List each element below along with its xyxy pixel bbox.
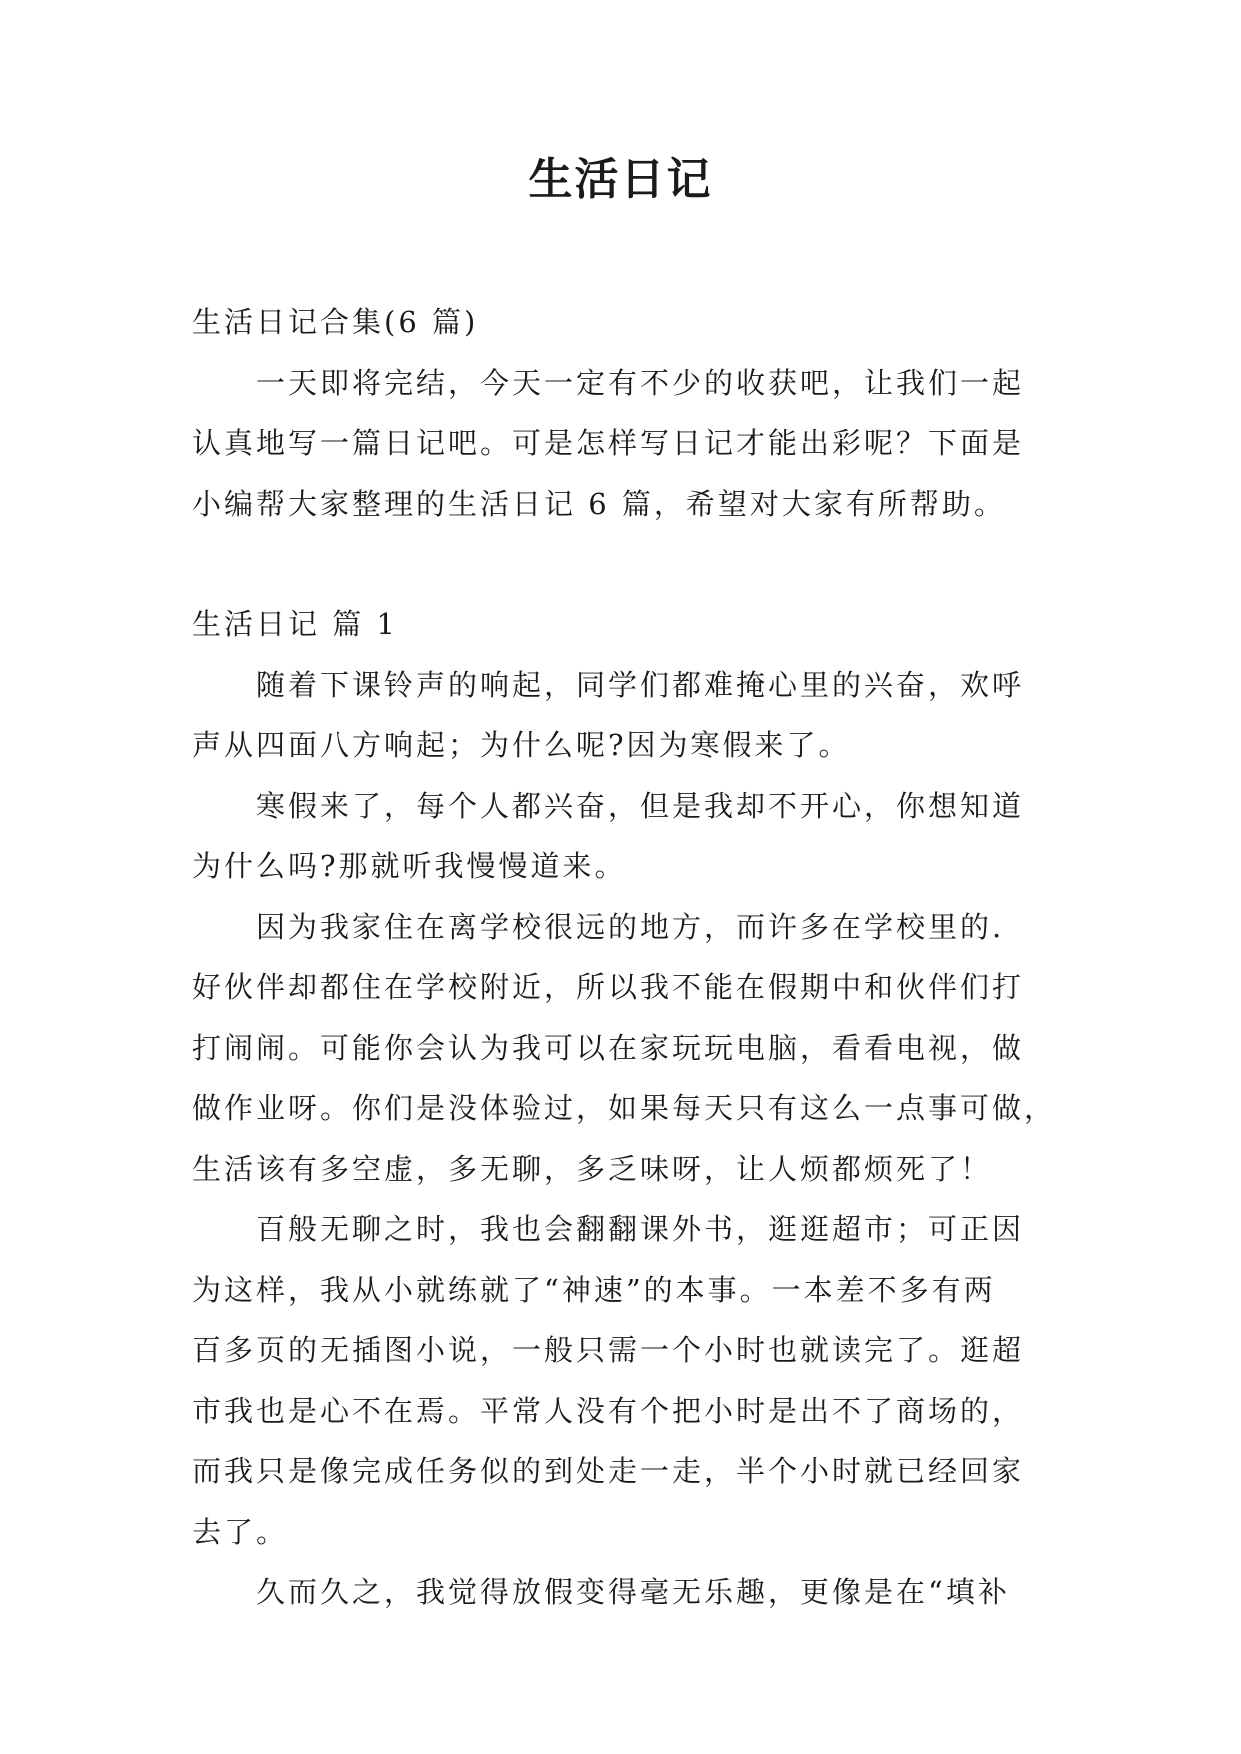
entry-paragraph: [192, 1199, 1052, 1562]
paragraph-line: 百般无聊之时，我也会翻翻课外书，逛逛超市；可正因: [256, 1212, 1025, 1246]
section-gap: [192, 534, 1052, 594]
intro-line: 认真地写一篇日记吧。可是怎样写日记才能出彩呢？下面是: [192, 426, 1025, 460]
entry-paragraph: [192, 897, 1057, 1200]
entry-paragraph: [192, 1562, 1052, 1623]
paragraph-line: 声从四面八方响起；为什么呢?因为寒假来了。: [192, 728, 851, 762]
paragraph-line: 因为我家住在离学校很远的地方，而许多在学校里的.: [256, 909, 1005, 944]
intro-line: 一天即将完结，今天一定有不少的收获吧，让我们一起: [256, 365, 1025, 400]
collection-heading: 生活日记合集(6 篇): [192, 305, 479, 339]
paragraph-line: 而我只是像完成任务似的到处走一走，半个小时就已经回家: [192, 1454, 1025, 1488]
paragraph-line: 为什么吗?那就听我慢慢道来。: [192, 849, 627, 883]
document-title: 生活日记: [528, 154, 713, 205]
paragraph-line: 做作业呀。你们是没体验过，如果每天只有这么一点事可做，: [192, 1091, 1057, 1125]
intro-paragraph: [192, 353, 1052, 535]
paragraph-line: 市我也是心不在焉。平常人没有个把小时是出不了商场的，: [192, 1393, 1025, 1428]
paragraph-line: 随着下课铃声的响起，同学们都难掩心里的兴奋，欢呼: [256, 667, 1025, 702]
paragraph-line: 为这样，我从小就练就了“神速”的本事。一本差不多有两: [192, 1272, 996, 1307]
intro-line: 小编帮大家整理的生活日记 6 篇，希望对大家有所帮助。: [192, 486, 1006, 521]
entry-paragraph: [192, 655, 1052, 776]
paragraph-line: 打闹闹。可能你会认为我可以在家玩玩电脑，看看电视，做: [192, 1030, 1025, 1065]
entry-heading: 生活日记 篇 1: [192, 607, 398, 641]
paragraph-line: 去了。: [192, 1514, 289, 1549]
entry-paragraph: [192, 776, 1052, 897]
paragraph-line: 生活该有多空虚，多无聊，多乏味呀，让人烦都烦死了！: [192, 1151, 993, 1186]
paragraph-line: 百多页的无插图小说，一般只需一个小时也就读完了。逛超: [192, 1333, 1025, 1367]
paragraph-line: 寒假来了，每个人都兴奋，但是我却不开心，你想知道: [256, 788, 1025, 823]
paragraph-line: 好伙伴却都住在学校附近，所以我不能在假期中和伙伴们打: [192, 970, 1025, 1004]
paragraph-line: 久而久之，我觉得放假变得毫无乐趣，更像是在“填补: [256, 1575, 1010, 1609]
document-body: [192, 292, 1057, 1623]
